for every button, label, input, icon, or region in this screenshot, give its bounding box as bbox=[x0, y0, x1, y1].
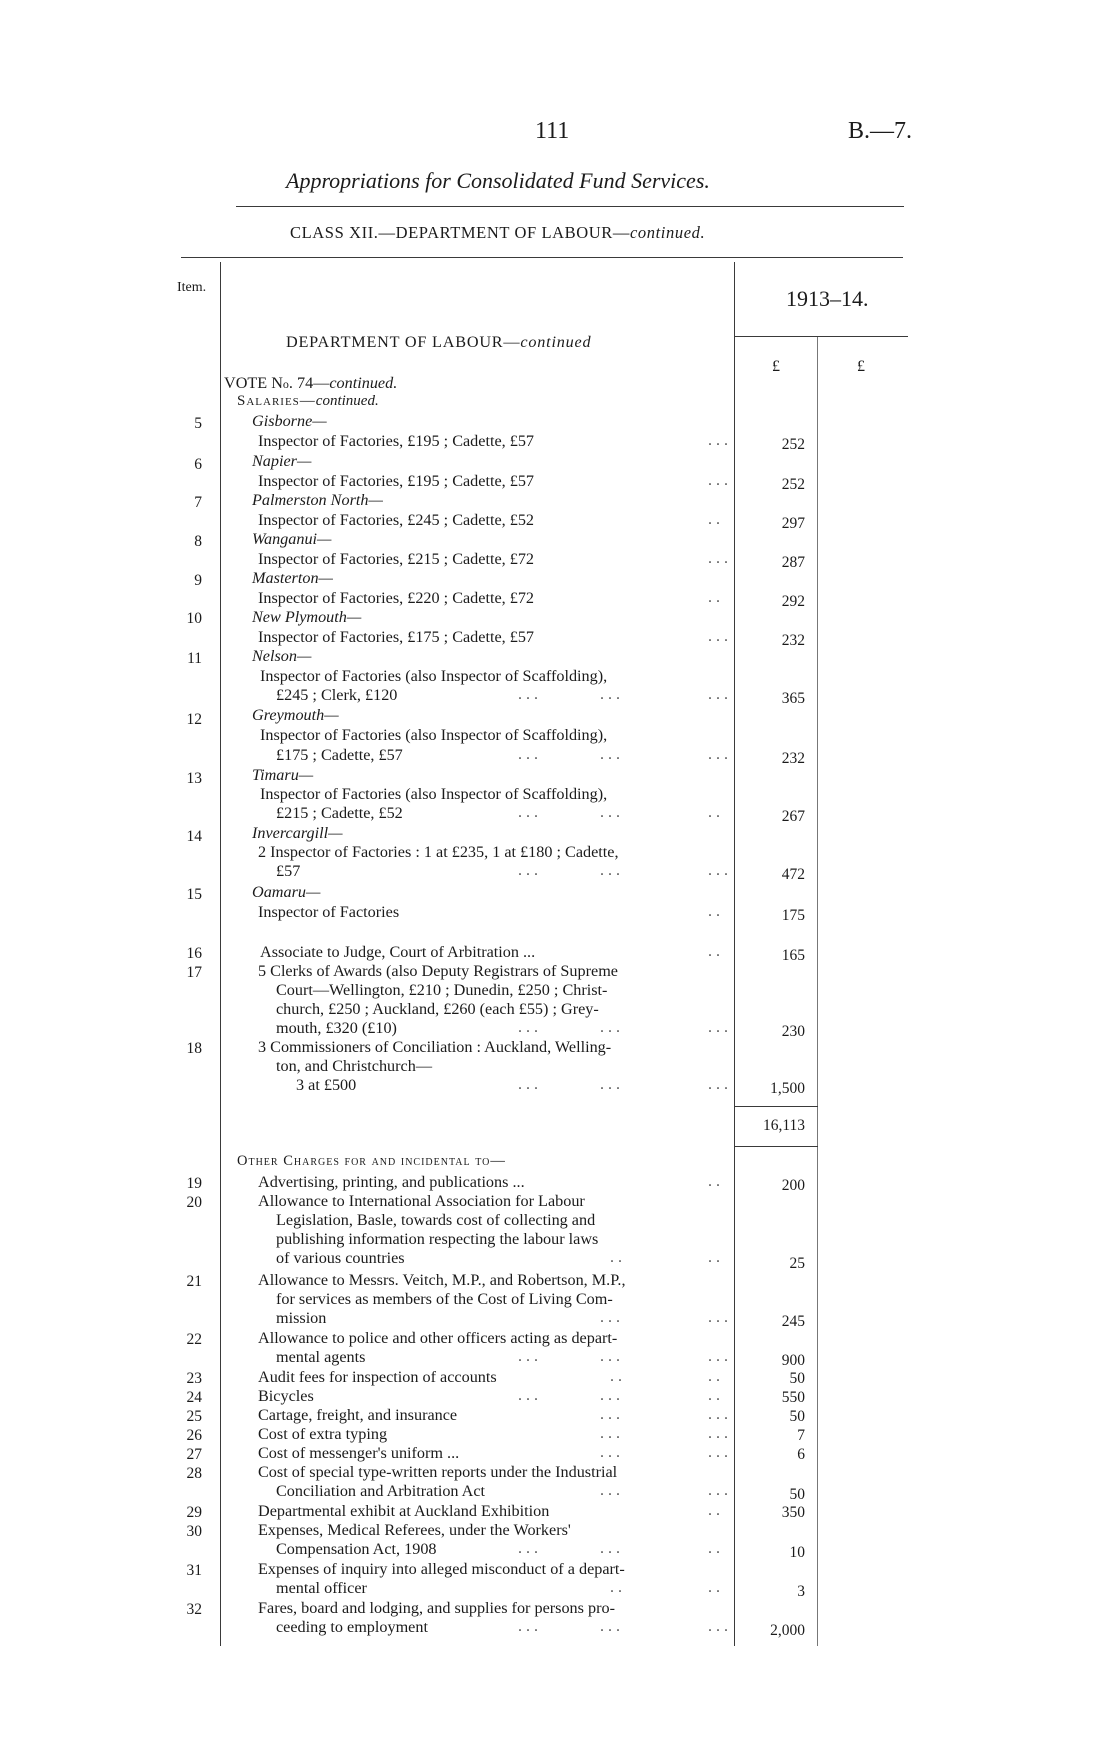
item-description: ton, and Christchurch— bbox=[276, 1057, 433, 1075]
item-amount: 245 bbox=[781, 1313, 805, 1330]
salaries-heading: Salaries—continued. bbox=[237, 393, 379, 409]
item-amount: 350 bbox=[781, 1504, 805, 1521]
item-number: 23 bbox=[186, 1370, 202, 1387]
item-description: mission bbox=[276, 1309, 327, 1327]
salaries-subtotal: 16,113 bbox=[762, 1117, 805, 1134]
item-number: 25 bbox=[186, 1408, 202, 1425]
item-amount: 50 bbox=[789, 1370, 805, 1387]
item-number: 32 bbox=[186, 1601, 202, 1618]
place-name: Napier— bbox=[252, 452, 312, 470]
item-description: mental agents bbox=[276, 1348, 366, 1366]
item-description: mouth, £320 (£10) bbox=[276, 1019, 397, 1037]
item-number: 28 bbox=[186, 1465, 202, 1482]
other-charges-heading: Other Charges for and incidental to— bbox=[237, 1153, 506, 1169]
item-number: 13 bbox=[186, 770, 202, 787]
item-description: Associate to Judge, Court of Arbitration ... bbox=[260, 943, 536, 961]
item-description: Allowance to police and other officers acting as depart- bbox=[258, 1329, 618, 1347]
item-amount: 550 bbox=[781, 1389, 805, 1406]
item-number: 19 bbox=[186, 1175, 202, 1192]
item-number: 22 bbox=[186, 1331, 202, 1348]
item-amount: 50 bbox=[789, 1486, 805, 1503]
place-name: Wanganui— bbox=[252, 530, 332, 548]
title-rule bbox=[236, 206, 904, 207]
item-description: Allowance to International Association for Labour bbox=[258, 1192, 585, 1210]
item-amount: 200 bbox=[781, 1177, 805, 1194]
item-amount: 472 bbox=[781, 866, 805, 883]
item-column-rule bbox=[220, 262, 221, 1646]
document-reference: B.—7. bbox=[848, 118, 913, 144]
place-name: Greymouth— bbox=[252, 706, 339, 724]
item-column-header: Item. bbox=[177, 280, 207, 295]
item-amount: 50 bbox=[789, 1408, 805, 1425]
item-description: £215 ; Cadette, £52 bbox=[276, 804, 403, 822]
item-description: Cost of messenger's uniform ... bbox=[258, 1444, 460, 1462]
item-description: Conciliation and Arbitration Act bbox=[276, 1482, 486, 1500]
item-description: Inspector of Factories, £195 ; Cadette, £57 bbox=[258, 432, 535, 450]
amount-column-rule bbox=[734, 262, 735, 1646]
department-heading: DEPARTMENT OF LABOUR—continued bbox=[286, 333, 592, 351]
subtotal-underline bbox=[734, 1146, 818, 1147]
item-number: 26 bbox=[186, 1427, 202, 1444]
item-amount: 267 bbox=[781, 808, 805, 825]
item-description: 5 Clerks of Awards (also Deputy Registrars of Supreme bbox=[258, 962, 618, 980]
item-number: 15 bbox=[186, 886, 202, 903]
item-description: Bicycles bbox=[258, 1387, 314, 1405]
item-amount: 165 bbox=[781, 947, 805, 964]
item-description: 2 Inspector of Factories : 1 at £235, 1 at £180 ; Cadette, bbox=[258, 843, 619, 861]
item-number: 12 bbox=[186, 711, 202, 728]
item-description: Cost of extra typing bbox=[258, 1425, 388, 1443]
item-amount: 2,000 bbox=[770, 1622, 805, 1639]
item-number: 6 bbox=[194, 456, 202, 473]
total-column-rule bbox=[817, 336, 818, 1646]
item-number: 18 bbox=[186, 1040, 202, 1057]
place-name: New Plymouth— bbox=[252, 608, 362, 626]
item-amount: 252 bbox=[781, 436, 805, 453]
place-name: Oamaru— bbox=[252, 883, 321, 901]
item-description: Departmental exhibit at Auckland Exhibition bbox=[258, 1502, 550, 1520]
item-number: 29 bbox=[186, 1504, 202, 1521]
item-description: £57 bbox=[276, 862, 301, 880]
vote-heading: VOTE No. 74—continued. bbox=[224, 374, 398, 392]
item-description: 3 at £500 bbox=[296, 1076, 357, 1094]
item-amount: 6 bbox=[797, 1446, 805, 1463]
item-description: 3 Commissioners of Conciliation : Auckland, Welling- bbox=[258, 1038, 612, 1056]
item-amount: 175 bbox=[781, 907, 805, 924]
item-number: 27 bbox=[186, 1446, 202, 1463]
item-amount: 232 bbox=[781, 750, 805, 767]
page-number: 111 bbox=[535, 118, 570, 144]
item-number: 8 bbox=[194, 533, 202, 550]
page-title: Appropriations for Consolidated Fund Services. bbox=[286, 168, 710, 193]
item-description: Compensation Act, 1908 bbox=[276, 1540, 437, 1558]
item-description: ceeding to employment bbox=[276, 1618, 428, 1636]
place-name: Palmerston North— bbox=[252, 491, 383, 509]
item-description: mental officer bbox=[276, 1579, 367, 1597]
item-description: £245 ; Clerk, £120 bbox=[276, 686, 398, 704]
subtotal-rule bbox=[734, 1106, 818, 1107]
place-name: Masterton— bbox=[252, 569, 333, 587]
item-number: 10 bbox=[186, 610, 202, 627]
item-number: 30 bbox=[186, 1523, 202, 1540]
item-amount: 900 bbox=[781, 1352, 805, 1369]
item-number: 9 bbox=[194, 572, 202, 589]
item-number: 16 bbox=[186, 945, 202, 962]
item-number: 21 bbox=[186, 1273, 202, 1290]
item-description: Legislation, Basle, towards cost of collecting and bbox=[276, 1211, 596, 1229]
item-number: 7 bbox=[194, 494, 202, 511]
item-description: Fares, board and lodging, and supplies for persons pro- bbox=[258, 1599, 615, 1617]
currency-symbol-col2: £ bbox=[857, 358, 865, 375]
item-description: Cartage, freight, and insurance bbox=[258, 1406, 458, 1424]
item-description: of various countries bbox=[276, 1249, 405, 1267]
item-description: Inspector of Factories (also Inspector of Scaffolding), bbox=[260, 667, 608, 685]
item-description: publishing information respecting the labour laws bbox=[276, 1230, 599, 1248]
item-description: Advertising, printing, and publications ... bbox=[258, 1173, 525, 1191]
currency-symbol-col1: £ bbox=[772, 358, 780, 375]
item-description: Cost of special type-written reports under the Industrial bbox=[258, 1463, 618, 1481]
item-description: for services as members of the Cost of Living Com- bbox=[276, 1290, 613, 1308]
item-amount: 252 bbox=[781, 476, 805, 493]
place-name: Invercargill— bbox=[252, 824, 343, 842]
item-number: 5 bbox=[194, 415, 202, 432]
item-description: Inspector of Factories, £195 ; Cadette, £57 bbox=[258, 472, 535, 490]
item-description: Allowance to Messrs. Veitch, M.P., and Robertson, M.P., bbox=[258, 1271, 626, 1289]
year-column-header: 1913–14. bbox=[786, 286, 869, 311]
item-amount: 7 bbox=[797, 1427, 805, 1444]
item-description: Expenses, Medical Referees, under the Workers' bbox=[258, 1521, 571, 1539]
header-rule bbox=[181, 257, 903, 258]
item-amount: 230 bbox=[781, 1023, 805, 1040]
item-number: 11 bbox=[187, 650, 202, 667]
place-name: Nelson— bbox=[252, 647, 312, 665]
item-description: Inspector of Factories, £245 ; Cadette, £52 bbox=[258, 511, 535, 529]
item-description: Court—Wellington, £210 ; Dunedin, £250 ; Christ- bbox=[276, 981, 608, 999]
item-amount: 287 bbox=[781, 554, 805, 571]
class-heading: CLASS XII.—DEPARTMENT OF LABOUR—continued. bbox=[290, 223, 706, 242]
item-number: 17 bbox=[186, 964, 202, 981]
item-description: church, £250 ; Auckland, £260 (each £55) ; Grey- bbox=[276, 1000, 599, 1018]
item-amount: 292 bbox=[781, 593, 805, 610]
item-description: Inspector of Factories, £215 ; Cadette, £72 bbox=[258, 550, 535, 568]
item-description: Inspector of Factories bbox=[258, 903, 400, 921]
item-amount: 297 bbox=[781, 515, 805, 532]
item-amount: 1,500 bbox=[770, 1080, 805, 1097]
place-name: Gisborne— bbox=[252, 412, 327, 430]
item-description: Inspector of Factories, £220 ; Cadette, £72 bbox=[258, 589, 535, 607]
item-number: 20 bbox=[186, 1194, 202, 1211]
year-underline bbox=[734, 336, 908, 337]
item-number: 24 bbox=[186, 1389, 202, 1406]
item-number: 14 bbox=[186, 828, 202, 845]
item-description: Inspector of Factories (also Inspector of Scaffolding), bbox=[260, 785, 608, 803]
item-amount: 25 bbox=[789, 1255, 805, 1272]
place-name: Timaru— bbox=[252, 766, 314, 784]
item-amount: 3 bbox=[797, 1583, 805, 1600]
item-amount: 365 bbox=[781, 690, 805, 707]
item-description: Expenses of inquiry into alleged misconduct of a depart- bbox=[258, 1560, 625, 1578]
item-description: Audit fees for inspection of accounts bbox=[258, 1368, 497, 1386]
item-amount: 232 bbox=[781, 632, 805, 649]
item-amount: 10 bbox=[789, 1544, 805, 1561]
item-description: £175 ; Cadette, £57 bbox=[276, 746, 403, 764]
item-description: Inspector of Factories (also Inspector of Scaffolding), bbox=[260, 726, 608, 744]
item-description: Inspector of Factories, £175 ; Cadette, £57 bbox=[258, 628, 535, 646]
item-number: 31 bbox=[186, 1562, 202, 1579]
